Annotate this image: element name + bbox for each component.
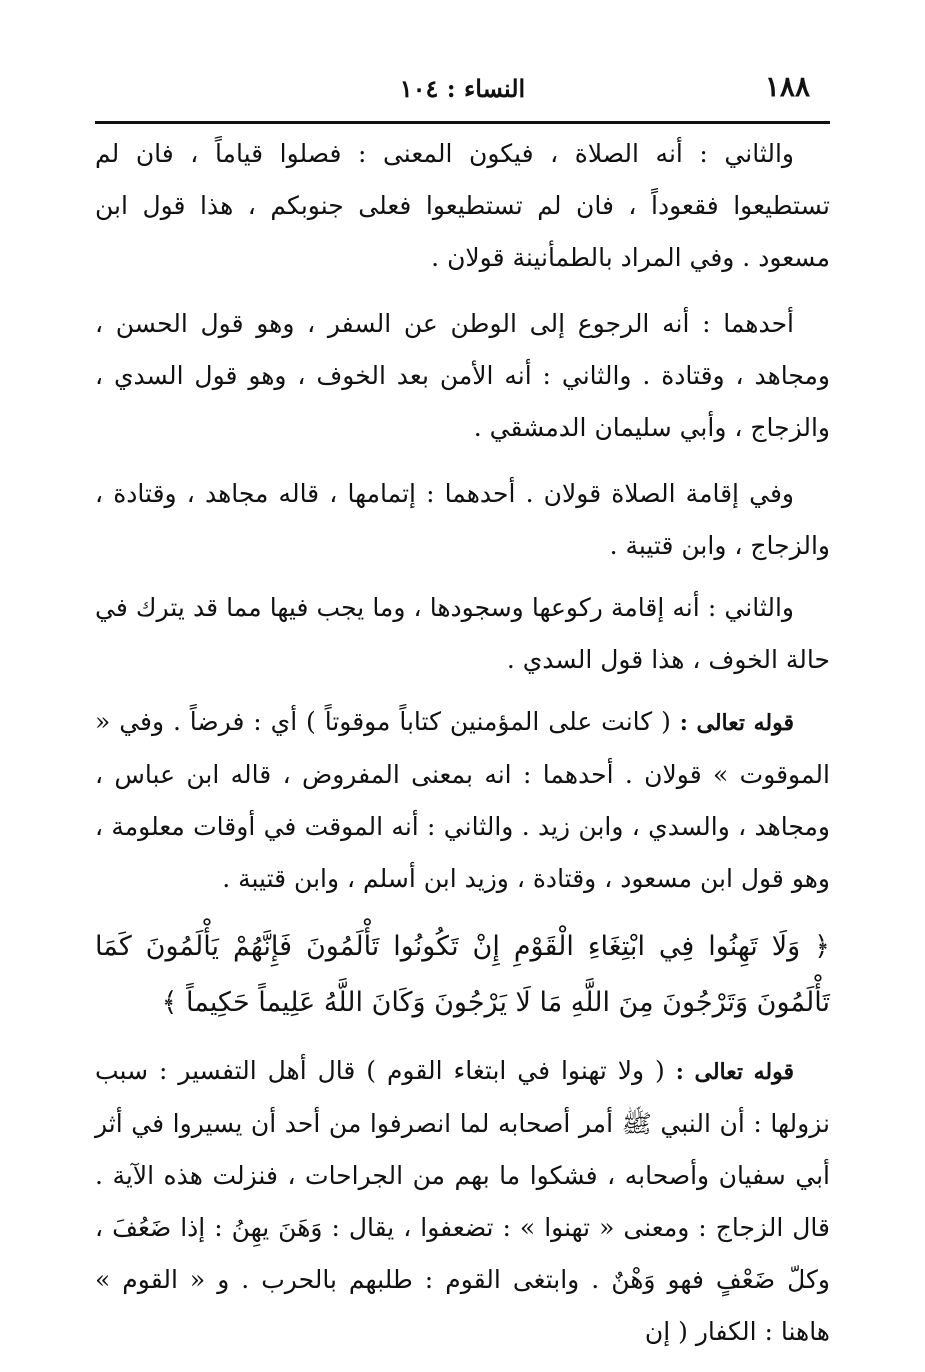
header-rule [95,121,830,124]
paragraph [95,582,830,686]
paragraph-text: ( ولا تهنوا في ابتغاء القوم ) قال أهل التفسير : سبب نزولها : أن النبي ﷺ أمر أصحابه لما انصرفوا من أحد أن يسيروا في أثر أبي سفيان وأصحابه ، فشكوا ما بهم من الجراحات ، فنزلت هذه الآية . قال الزجاج : ومعنى « تهنوا » : تضعفوا ، يقال : وَهَنَ يهِنُ : إذا ضَعُفَ ، وكلّ ضَعْفٍ فهو وَهْنٌ . وابتغى القوم : طلبهم بالحرب . و « القوم » هاهنا : الكفار ( إن [95,1056,830,1346]
paragraph-text: والثاني : أنه إقامة ركوعها وسجودها ، وما يجب فيها مما قد يترك في حالة الخوف ، هذا قول السدي . [95,593,830,674]
paragraph [95,298,830,454]
paragraph-lead: قوله تعالى : [675,1059,795,1085]
paragraph [95,696,830,905]
page-number: ١٨٨ [764,70,810,103]
running-head: النساء : ١٠٤ [399,74,526,103]
paragraph [95,468,830,572]
paragraph-lead: قوله تعالى : [679,710,794,736]
quran-verse [95,919,830,1031]
paragraph [95,1045,830,1358]
paragraph-text: أحدهما : أنه الرجوع إلى الوطن عن السفر ، وهو قول الحسن ، ومجاهد ، وقتادة . والثاني : أنه الأمن بعد الخوف ، وهو قول السدي ، والزجاج ، وأبي سليمان الدمشقي . [95,309,830,442]
page-header [95,70,830,116]
paragraph-text: وفي إقامة الصلاة قولان . أحدهما : إتمامها ، قاله مجاهد ، وقتادة ، والزجاج ، وابن قتيبة . [95,479,830,560]
paragraph-text: والثاني : أنه الصلاة ، فيكون المعنى : فصلوا قياماً ، فان لم تستطيعوا فقعوداً ، فان لم تستطيعوا فعلى جنوبكم ، هذا قول ابن مسعود . وفي المراد بالطمأنينة قولان . [95,139,830,272]
body-text [95,128,830,1372]
paragraph [95,128,830,284]
verse-text: ﴿ وَلَا تَهِنُوا فِي ابْتِغَاءِ الْقَوْمِ إِنْ تَكُونُوا تَأْلَمُونَ فَإِنَّهُمْ يَأْلَمُونَ كَمَا تَأْلَمُونَ وَتَرْجُونَ مِنَ اللَّهِ مَا لَا يَرْجُونَ وَكَانَ اللَّهُ عَلِيماً حَكِيماً ﴾ [95,931,830,1018]
paragraph-text: ( كانت على المؤمنين كتاباً موقوتاً ) أي : فرضاً . وفي « الموقوت » قولان . أحدهما : انه بمعنى المفروض ، قاله ابن عباس ، ومجاهد ، والسدي ، وابن زيد . والثاني : أنه الموقت في أوقات معلومة ، وهو قول ابن مسعود ، وقتادة ، وزيد ابن أسلم ، وابن قتيبة . [95,707,830,893]
